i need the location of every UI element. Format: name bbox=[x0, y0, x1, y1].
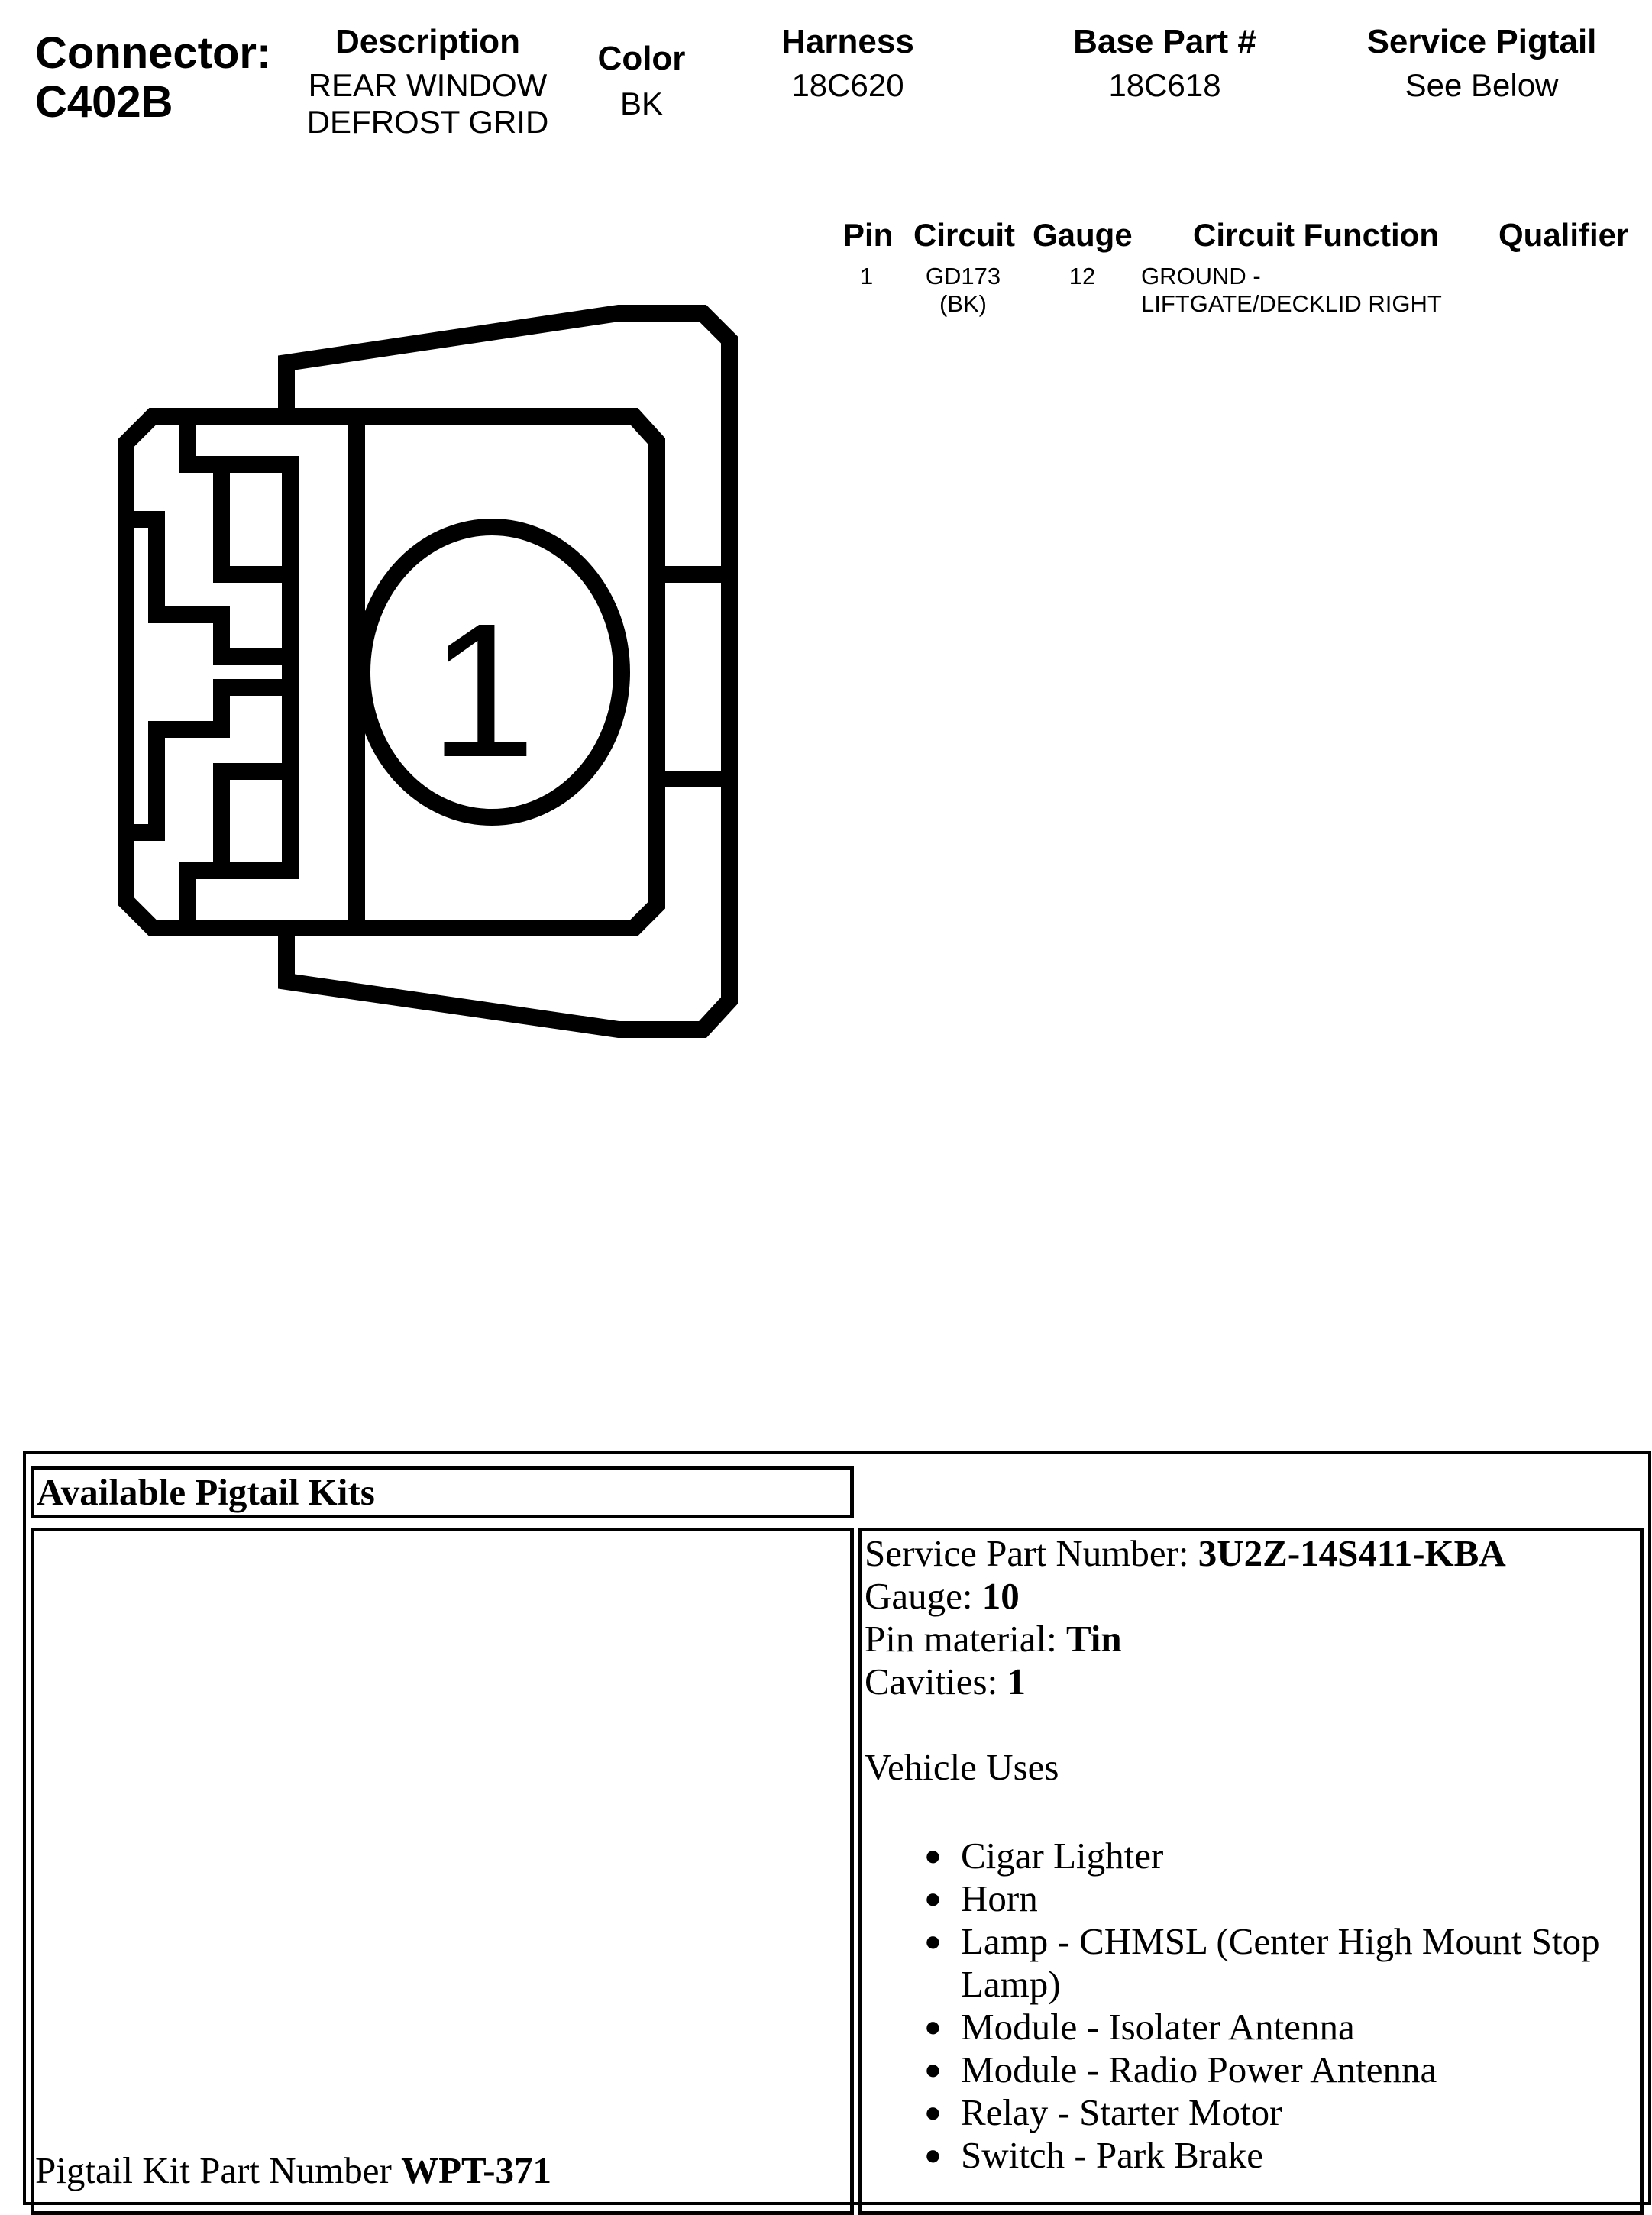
connector-face-diagram bbox=[0, 0, 840, 1085]
list-item bbox=[865, 2091, 1636, 2134]
pigtail-kit-part-value: WPT-371 bbox=[401, 2149, 552, 2191]
list-item bbox=[865, 1835, 1636, 1877]
circuit-header: Circuit bbox=[913, 217, 1016, 253]
harness-label: Harness bbox=[781, 23, 914, 60]
bullet-icon: ● bbox=[924, 2054, 942, 2086]
qualifier-header: Qualifier bbox=[1498, 217, 1629, 253]
color-value: BK bbox=[619, 86, 664, 121]
pin-cell: 1 bbox=[860, 263, 874, 289]
harness-value: 18C620 bbox=[791, 67, 904, 103]
list-item-label: Switch - Park Brake bbox=[961, 2134, 1263, 2176]
kit-cavities bbox=[865, 1660, 1636, 1703]
gauge-cell: 12 bbox=[1068, 263, 1096, 289]
bullet-icon: ● bbox=[924, 2139, 942, 2171]
kit-gauge bbox=[865, 1575, 1636, 1618]
pin-1-cavity-number: 1 bbox=[429, 584, 536, 797]
latch-notch-upper bbox=[221, 464, 279, 574]
pigtail-kits-title: Available Pigtail Kits bbox=[37, 1471, 375, 1513]
list-item bbox=[865, 2134, 1636, 2177]
pigtail-kit-part-number bbox=[35, 2149, 551, 2192]
kit-gauge-label: Gauge: bbox=[865, 1575, 982, 1617]
service-pigtail-value: See Below bbox=[1405, 67, 1559, 103]
bullet-icon: ● bbox=[924, 1883, 942, 1915]
bullet-icon: ● bbox=[924, 2011, 942, 2043]
base-part-label: Base Part # bbox=[1073, 23, 1256, 60]
bullet-icon: ● bbox=[924, 2097, 942, 2129]
circuit-function-line2: LIFTGATE/DECKLID RIGHT bbox=[1141, 290, 1442, 317]
circuit-cell: GD173 bbox=[925, 263, 1001, 289]
kit-cavities-value: 1 bbox=[1007, 1660, 1026, 1702]
latch-arm-upper bbox=[126, 519, 279, 657]
list-item bbox=[865, 2006, 1636, 2048]
connector-label: Connector: bbox=[35, 28, 272, 78]
list-item bbox=[865, 1877, 1636, 1920]
connector-id: C402B bbox=[35, 77, 173, 127]
description-label: Description bbox=[335, 23, 521, 60]
latch-notch-lower bbox=[221, 771, 279, 871]
kit-cavities-label: Cavities: bbox=[865, 1660, 1007, 1702]
vehicle-uses-list bbox=[865, 1835, 1636, 2177]
gauge-header: Gauge bbox=[1033, 217, 1133, 253]
kit-gauge-value: 10 bbox=[981, 1575, 1020, 1617]
base-part-value: 18C618 bbox=[1108, 67, 1221, 103]
description-line2: DEFROST GRID bbox=[306, 104, 549, 140]
service-part-number bbox=[865, 1532, 1636, 1575]
list-item-label: Module - Radio Power Antenna bbox=[961, 2048, 1437, 2091]
list-item bbox=[865, 2048, 1636, 2091]
service-part-label: Service Part Number: bbox=[865, 1532, 1198, 1574]
connector-housing-outline bbox=[126, 416, 657, 928]
latch-upper-outline bbox=[187, 416, 290, 928]
bullet-icon: ● bbox=[924, 1926, 942, 1958]
list-item-label: Relay - Starter Motor bbox=[961, 2091, 1282, 2133]
service-pigtail-label: Service Pigtail bbox=[1366, 23, 1597, 60]
pigtail-kit-part-label: Pigtail Kit Part Number bbox=[35, 2149, 402, 2191]
kit-pin-material-label: Pin material: bbox=[865, 1618, 1066, 1660]
list-item-label: Module - Isolater Antenna bbox=[961, 2006, 1355, 2048]
color-label: Color bbox=[597, 40, 686, 77]
list-item-label-continued: Lamp) bbox=[961, 1963, 1061, 2005]
circuit-function-line1: GROUND - bbox=[1141, 263, 1261, 289]
circuit-color-cell: (BK) bbox=[939, 290, 987, 317]
kit-pin-material bbox=[865, 1618, 1636, 1660]
bullet-icon: ● bbox=[924, 1840, 942, 1872]
latch-arm-lower bbox=[126, 687, 279, 833]
vehicle-uses-label: Vehicle Uses bbox=[865, 1746, 1059, 1788]
pigtail-kit-details bbox=[865, 1532, 1636, 2177]
list-item-label: Cigar Lighter bbox=[961, 1835, 1164, 1877]
description-line1: REAR WINDOW bbox=[308, 67, 548, 103]
list-item-label: Horn bbox=[961, 1877, 1038, 1919]
service-part-value: 3U2Z-14S411-KBA bbox=[1198, 1532, 1506, 1574]
circuit-function-header: Circuit Function bbox=[1193, 217, 1439, 253]
pin-header: Pin bbox=[843, 217, 894, 253]
list-item bbox=[865, 1920, 1636, 2006]
pigtail-kit-image-cell bbox=[31, 1528, 854, 2215]
list-item-label: Lamp - CHMSL (Center High Mount Stop bbox=[961, 1920, 1600, 1962]
kit-pin-material-value: Tin bbox=[1066, 1618, 1122, 1660]
